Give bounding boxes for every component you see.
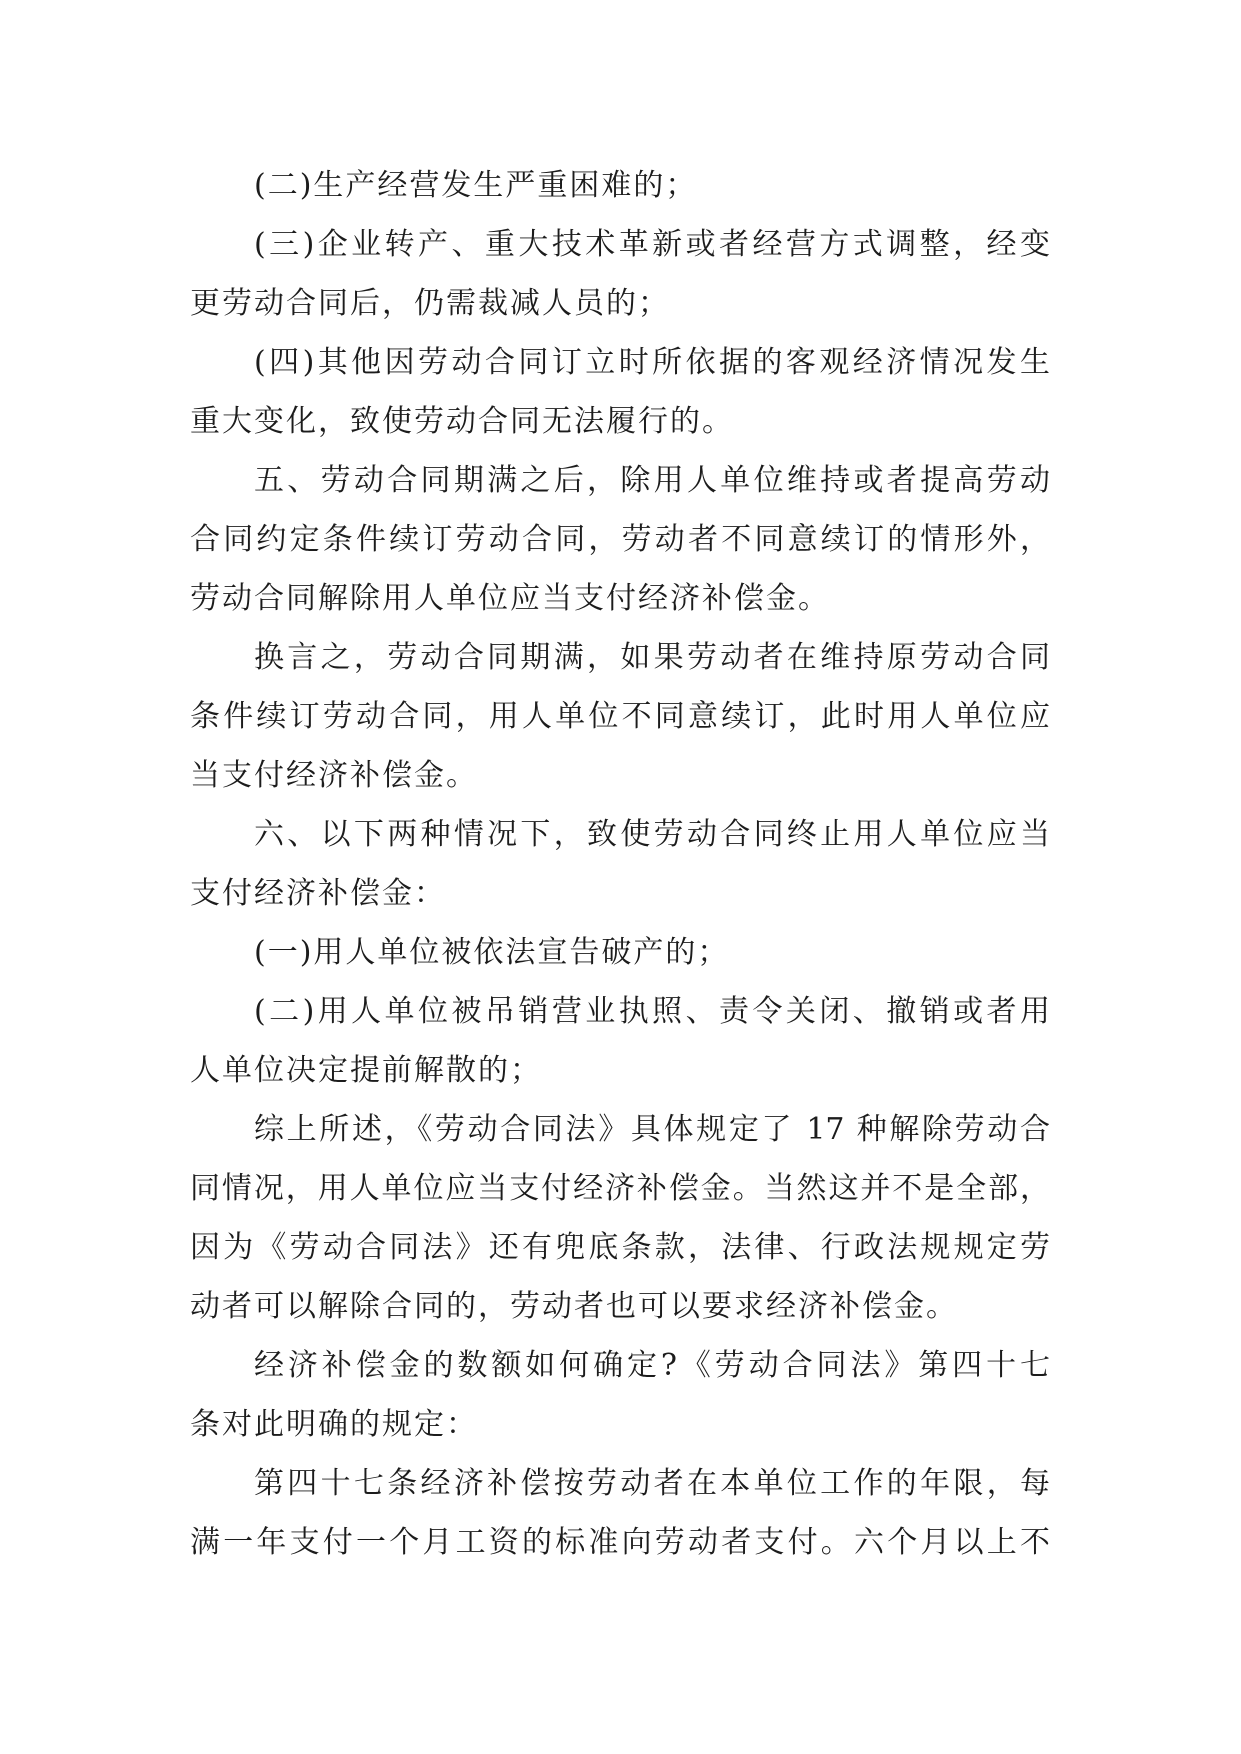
text-line: 满一年支付一个月工资的标准向劳动者支付。六个月以上不 [190, 1525, 1050, 1560]
text-line: (一)用人单位被依法宣告破产的； [254, 935, 730, 970]
text-line: 人单位决定提前解散的； [190, 1053, 542, 1088]
paragraph-item-1 [190, 923, 1050, 982]
text-line: 合同约定条件续订劳动合同，劳动者不同意续订的情形外， [190, 522, 1050, 557]
paragraph-section-5 [190, 451, 1050, 628]
paragraph-item-2 [190, 156, 1050, 215]
text-line: 第四十七条经济补偿按劳动者在本单位工作的年限，每 [254, 1466, 1050, 1501]
text-line: (四)其他因劳动合同订立时所依据的客观经济情况发生 [254, 345, 1050, 380]
paragraph-summary [190, 1100, 1050, 1336]
text-line: 六、以下两种情况下，致使劳动合同终止用人单位应当 [254, 817, 1050, 852]
paragraph-section-6 [190, 805, 1050, 923]
text-line: 综上所述，《劳动合同法》具体规定了 17 种解除劳动合 [254, 1112, 1050, 1147]
text-line: 当支付经济补偿金。 [190, 758, 478, 793]
paragraph-in-other-words [190, 628, 1050, 805]
text-line: 条件续订劳动合同，用人单位不同意续订，此时用人单位应 [190, 699, 1050, 734]
text-line: (二)用人单位被吊销营业执照、责令关闭、撤销或者用 [254, 994, 1050, 1029]
paragraph-item-4 [190, 333, 1050, 451]
document-body [190, 156, 1050, 1572]
text-line: (二)生产经营发生严重困难的； [254, 168, 698, 203]
text-line: 五、劳动合同期满之后，除用人单位维持或者提高劳动 [254, 463, 1050, 498]
text-line: 更劳动合同后，仍需裁减人员的； [190, 286, 670, 321]
paragraph-item-2b [190, 982, 1050, 1100]
text-line: 因为《劳动合同法》还有兜底条款，法律、行政法规规定劳 [190, 1230, 1050, 1265]
text-line: 动者可以解除合同的，劳动者也可以要求经济补偿金。 [190, 1289, 958, 1324]
text-line: 支付经济补偿金： [190, 876, 446, 911]
text-line: 换言之，劳动合同期满，如果劳动者在维持原劳动合同 [254, 640, 1050, 675]
text-line: 条对此明确的规定： [190, 1407, 478, 1442]
paragraph-article-47 [190, 1454, 1050, 1572]
text-line: 重大变化，致使劳动合同无法履行的。 [190, 404, 734, 439]
text-line: 同情况，用人单位应当支付经济补偿金。当然这并不是全部， [190, 1171, 1050, 1206]
paragraph-item-3 [190, 215, 1050, 333]
text-line: 经济补偿金的数额如何确定?《劳动合同法》第四十七 [254, 1348, 1050, 1383]
text-line: (三)企业转产、重大技术革新或者经营方式调整，经变 [254, 227, 1050, 262]
paragraph-compensation-question [190, 1336, 1050, 1454]
text-line: 劳动合同解除用人单位应当支付经济补偿金。 [190, 581, 830, 616]
